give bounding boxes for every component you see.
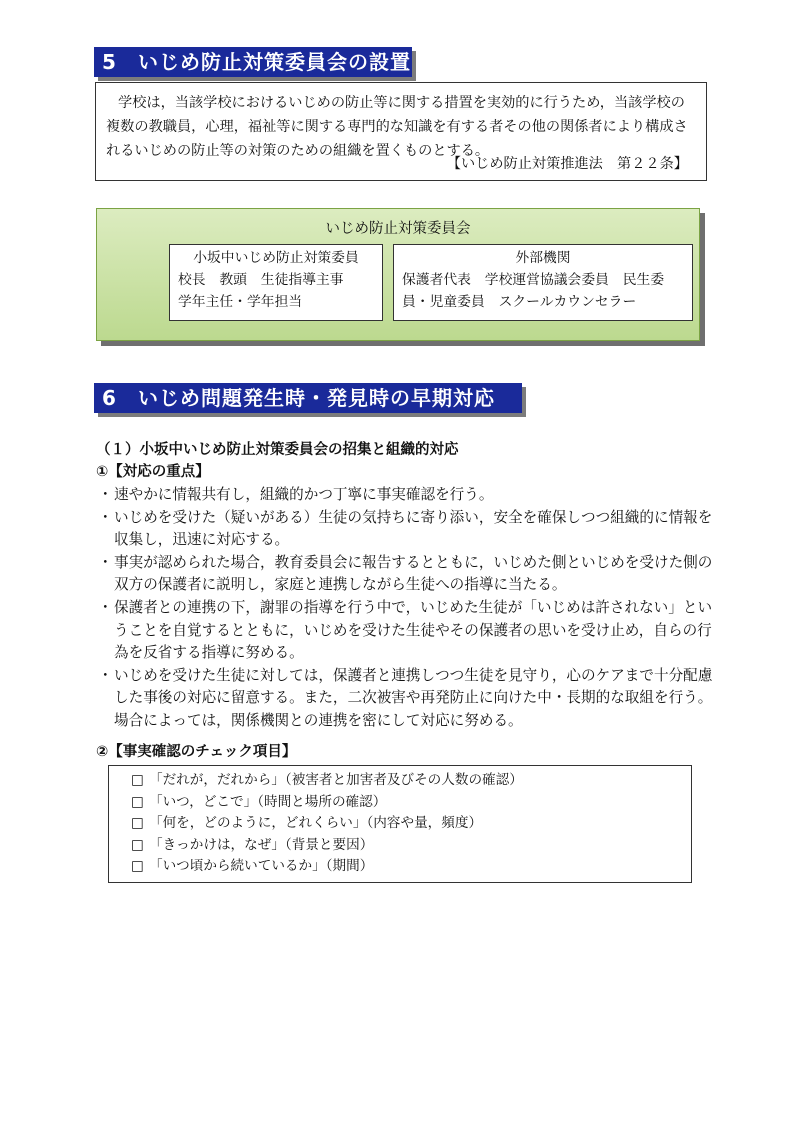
- committee-diagram: [96, 208, 700, 341]
- bullet-text: 速やかに情報共有し，組織的かつ丁寧に事実確認を行う。: [114, 486, 494, 503]
- check-item-text: 「きっかけは，なぜ」（背景と要因）: [149, 836, 374, 853]
- bullet-marker: ・: [98, 598, 113, 616]
- bullet-marker: ・: [98, 666, 113, 684]
- check-item-text: 「いつ，どこで」（時間と場所の確認）: [149, 793, 387, 810]
- list-item: [98, 665, 718, 733]
- law-text: 学校は，当該学校におけるいじめの防止等に関する措置を実効的に行うため，当該学校の複数の教職員，心理，福祉等に関する専門的な知識を有する者その他の関係者により構成されるいじめの防止等の対策のための組織を置くものとする。: [106, 95, 688, 159]
- law-quote-box: [95, 82, 707, 181]
- fact-check-items-box: [108, 765, 692, 883]
- list-item: [98, 484, 718, 507]
- external-organizations-heading: 外部機関: [515, 250, 571, 266]
- committee-title: いじめ防止対策委員会: [325, 221, 471, 237]
- response-priorities-list: [98, 484, 718, 733]
- bullet-marker: ・: [98, 553, 113, 571]
- law-citation: 【いじめ防止対策推進法 第２２条】: [446, 156, 688, 172]
- checkbox-icon: □: [131, 793, 144, 810]
- checkbox-icon: □: [131, 858, 144, 875]
- section-5-title: いじめ防止対策委員会の設置: [138, 50, 411, 74]
- checkbox-icon: □: [131, 836, 144, 853]
- item-1-label: ①【対応の重点】: [96, 464, 210, 480]
- check-item-text: 「だれが，だれから」（被害者と加害者及びその人数の確認）: [149, 772, 523, 788]
- external-organizations-box: [393, 244, 693, 321]
- check-item: [131, 770, 691, 792]
- check-item-text: 「何を，どのように，どれくらい」（内容や量，頻度）: [149, 815, 483, 832]
- bullet-text: いじめを受けた（疑いがある）生徒の気持ちに寄り添い，安全を確保しつつ組織的に情報を収集し，迅速に対応する。: [114, 508, 713, 549]
- section-5-header: [94, 47, 412, 77]
- item-2-heading: ②【事実確認のチェック項目】: [96, 744, 297, 760]
- section-6-title: いじめ問題発生時・発見時の早期対応: [138, 386, 495, 410]
- subsection-1-heading: （１）小坂中いじめ防止対策委員会の招集と組織的対応: [96, 442, 459, 458]
- section-5-number: 5: [102, 50, 117, 74]
- external-organizations-line: 員・児童委員 スクールカウンセラー: [402, 294, 637, 310]
- bullet-text: 事実が認められた場合，教育委員会に報告するとともに，いじめた側といじめを受けた側の双方の保護者に説明し，家庭と連携しながら生徒への指導に当たる。: [114, 553, 713, 594]
- bullet-marker: ・: [98, 486, 113, 503]
- check-item-text: 「いつ頃から続いているか」（期間）: [149, 858, 374, 875]
- internal-members-box: [169, 244, 383, 321]
- list-item: [98, 552, 718, 597]
- check-item: [131, 856, 691, 878]
- check-item: [131, 792, 691, 814]
- internal-members-heading: 小坂中いじめ防止対策委員: [193, 250, 359, 266]
- bullet-marker: ・: [98, 508, 113, 526]
- internal-members-line: 学年主任・学年担当: [178, 294, 303, 310]
- bullet-text: 保護者との連携の下，謝罪の指導を行う中で，いじめた生徒が「いじめは許されない」ということを自覚するとともに，いじめを受けた生徒やその保護者の思いを受け止め，自らの行為を反省する指導に努める。: [114, 598, 713, 662]
- checkbox-icon: □: [131, 772, 144, 788]
- list-item: [98, 507, 718, 552]
- section-6-header: [94, 383, 522, 413]
- bullet-text: いじめを受けた生徒に対しては，保護者と連携しつつ生徒を見守り，心のケアまで十分配慮した事後の対応に留意する。また，二次被害や再発防止に向けた中・長期的な取組を行う。場合によっては，関係機関との連携を密にして対応に努める。: [114, 666, 713, 729]
- external-organizations-line: 保護者代表 学校運営協議会委員 民生委: [402, 272, 665, 288]
- internal-members-line: 校長 教頭 生徒指導主事: [178, 272, 344, 288]
- check-item: [131, 835, 691, 857]
- list-item: [98, 597, 718, 665]
- checkbox-icon: □: [131, 815, 144, 832]
- section-6-number: 6: [102, 386, 117, 410]
- check-item: [131, 813, 691, 835]
